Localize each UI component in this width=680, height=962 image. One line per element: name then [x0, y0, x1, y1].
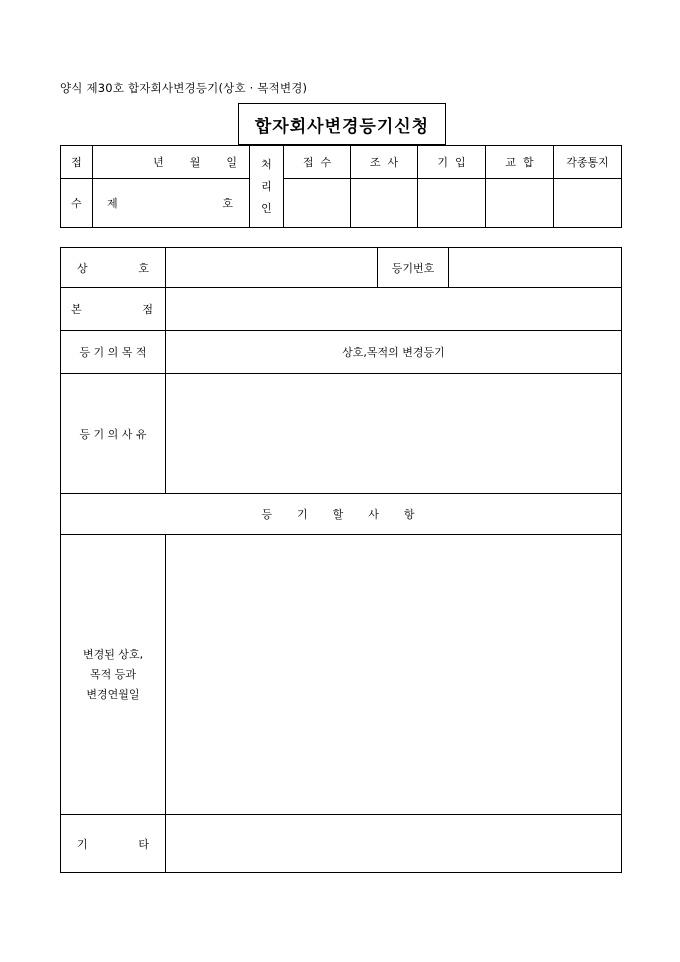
receipt-table [60, 145, 622, 228]
col-entry: 기 입 [418, 146, 486, 179]
changed-label-line-1: 변경된 상호, [82, 647, 144, 661]
purpose-label: 등 기 의 목 적 [61, 331, 166, 374]
other-label: 기 타 [61, 815, 166, 873]
reg-number-label: 등기번호 [378, 248, 449, 288]
col-proofread: 교 합 [486, 146, 554, 179]
col-receipt: 접 수 [284, 146, 351, 179]
purpose-value: 상호,목적의 변경등기 [166, 331, 622, 374]
head-office-label: 본 점 [61, 288, 166, 331]
application-table [60, 247, 622, 873]
processor-label [250, 146, 284, 228]
col-notices: 각종통지 [554, 146, 622, 179]
changed-label [61, 535, 166, 815]
processor-char-3: 인 [261, 201, 272, 215]
receipt-date-cell [93, 146, 250, 179]
no-suffix: 호 [222, 197, 233, 210]
year-label: 년 [153, 156, 164, 169]
receipt-number-cell [93, 179, 250, 228]
processor-char-1: 처 [261, 157, 272, 171]
form-number: 양식 제30호 합자회사변경등기(상호 · 목적변경) [60, 81, 308, 95]
form-title: 합자회사변경등기신청 [238, 103, 446, 145]
review-stamp-cell[interactable] [351, 179, 418, 228]
notices-stamp-cell[interactable] [554, 179, 622, 228]
reg-number-field[interactable] [449, 248, 622, 288]
col-review: 조 사 [351, 146, 418, 179]
receipt-stamp-cell[interactable] [284, 179, 351, 228]
trade-name-field[interactable] [166, 248, 378, 288]
trade-name-label: 상 호 [61, 248, 166, 288]
changed-field[interactable] [166, 535, 622, 815]
receipt-label-top: 접 [61, 146, 93, 179]
proofread-stamp-cell[interactable] [486, 179, 554, 228]
entry-stamp-cell[interactable] [418, 179, 486, 228]
head-office-field[interactable] [166, 288, 622, 331]
receipt-label-bottom: 수 [61, 179, 93, 228]
other-field[interactable] [166, 815, 622, 873]
items-header: 등 기 할 사 항 [61, 494, 622, 535]
changed-label-line-3: 변경연월일 [86, 687, 140, 701]
changed-label-line-2: 목적 등과 [89, 667, 136, 681]
month-label: 월 [189, 156, 201, 169]
cause-label: 등 기 의 사 유 [61, 374, 166, 494]
cause-field[interactable] [166, 374, 622, 494]
day-label: 일 [226, 156, 237, 169]
processor-char-2: 리 [261, 179, 272, 193]
no-prefix: 제 [107, 197, 118, 210]
